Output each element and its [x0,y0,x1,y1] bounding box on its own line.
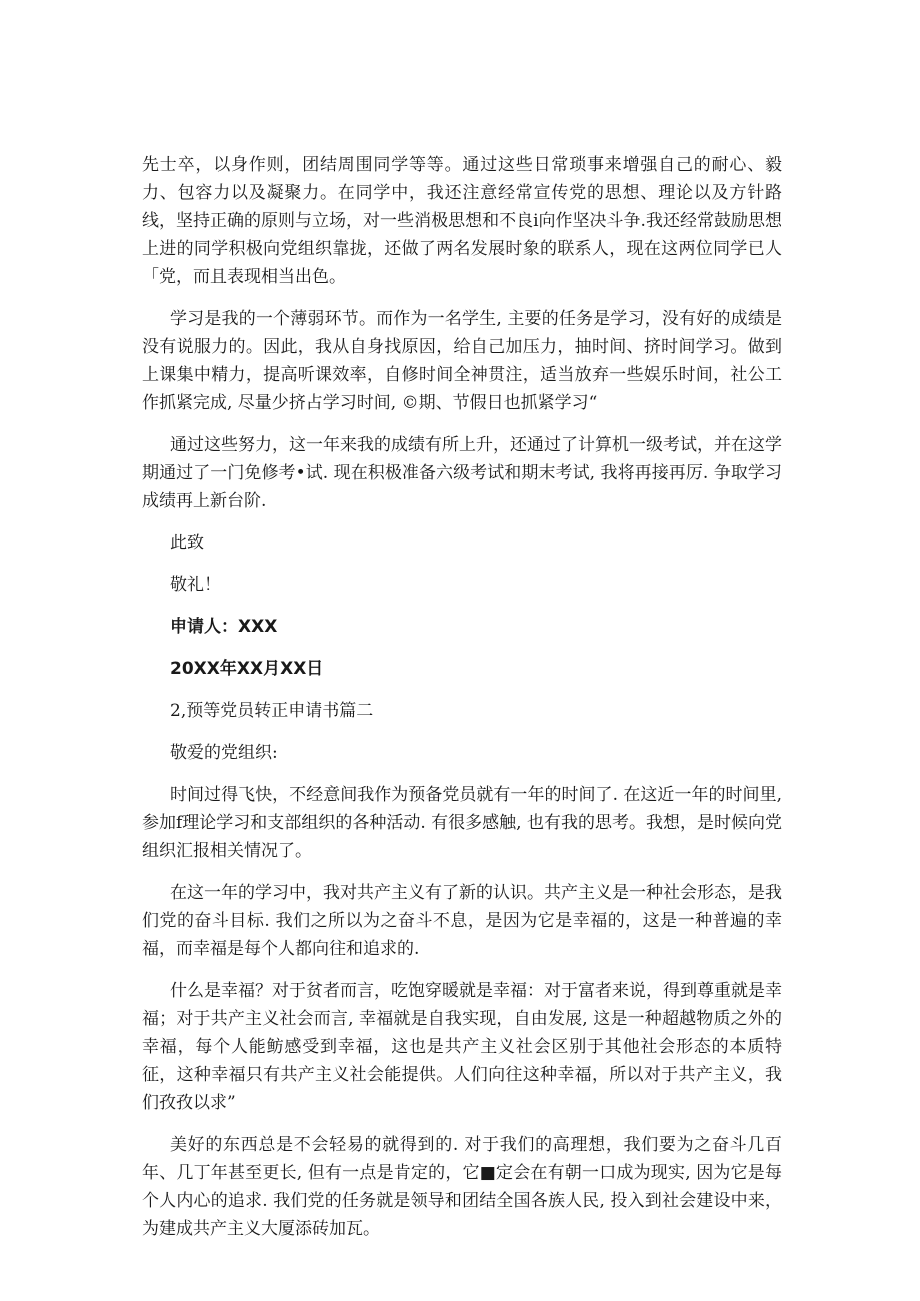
body-paragraph: 先士卒，以身作则，团结周围同学等等。通过这些日常琐事来增强自己的耐心、毅力、包容力以及凝聚力。在同学中，我还注意经常宣传党的思想、理论以及方针路线，坚持正确的原则与立场，对一些消极思想和不良i向作坚决斗争.我还经常鼓励思想上进的同学积极向党组织靠拢，还做了两名发展时象的联系人，现在这两位同学已人「党，而且表现相当出色。 [142,155,782,287]
body-paragraph: 学习是我的一个薄弱环节。而作为一名学生, 主要的任务是学习，没有好的成绩是没有说服力的。因此，我从自身找原因，给自己加压力，抽时间、挤时间学习。做到上课集中精力，提高听课效率，自修时间全神贯注，适当放弃一些娱乐时间，社公工作抓紧完成, 尽量少挤占学习时间, ©期、节假日也抓紧学习“ [142,309,782,413]
body-paragraph: 通过这些努力，这一年来我的成绩有所上升，还通过了计算机一级考试，并在这学期通过了一门免修考•试. 现在积极准备六级考试和期末考试, 我将再接再厉. 争取学习成绩再上新台阶. [142,435,782,511]
closing-line: 敬礼！ [170,575,221,595]
section-heading: 2,预等党员转正申请书篇二 [170,701,374,721]
salutation: 敬爱的党组织: [170,743,278,763]
body-paragraph: 时间过得飞快，不经意间我作为预备党员就有一年的时间了. 在这近一年的时间里, 参加f理论学习和支部组织的各种活动. 有很多感触, 也有我的思考。我想，是时候向党组织汇报相关情况了。 [142,785,782,861]
closing-line: 此致 [170,533,204,553]
document-body [142,151,782,1257]
body-paragraph: 美好的东西总是不会轻易的就得到的. 对于我们的高理想，我们要为之奋斗几百年、几丁年甚至更长, 但有一点是肯定的，它■定会在有朝一口成为现实, 因为它是每个人内心的追求. 我们党的任务就是领导和团结全国各族人民, 投入到社会建设中来，为建成共产主义大厦添砖加瓦。 [142,1135,782,1239]
document-date: 20XX年XX月XX日 [170,659,324,679]
body-paragraph: 什么是幸福？对于贫者而言，吃饱穿暖就是幸福：对于富者来说，得到尊重就是幸福；对于共产主义社会而言, 幸福就是自我实现，自由发展, 这是一种超越物质之外的幸福，每个人能鲂感受到幸福，这也是共产主义社会区别于其他社会形态的本质特征，这种幸福只有共产主义社会能提供。人们向往这种幸福，所以对于共产主义，我们孜孜以求” [142,981,782,1113]
body-paragraph: 在这一年的学习中，我对共产主义有了新的认识。共产主义是一种社会形态，是我们党的奋斗目标. 我们之所以为之奋斗不息，是因为它是幸福的，这是一种普遍的幸福，而幸福是每个人都向往和追求的. [142,883,782,959]
applicant-signature: 申请人：XXX [170,617,278,637]
